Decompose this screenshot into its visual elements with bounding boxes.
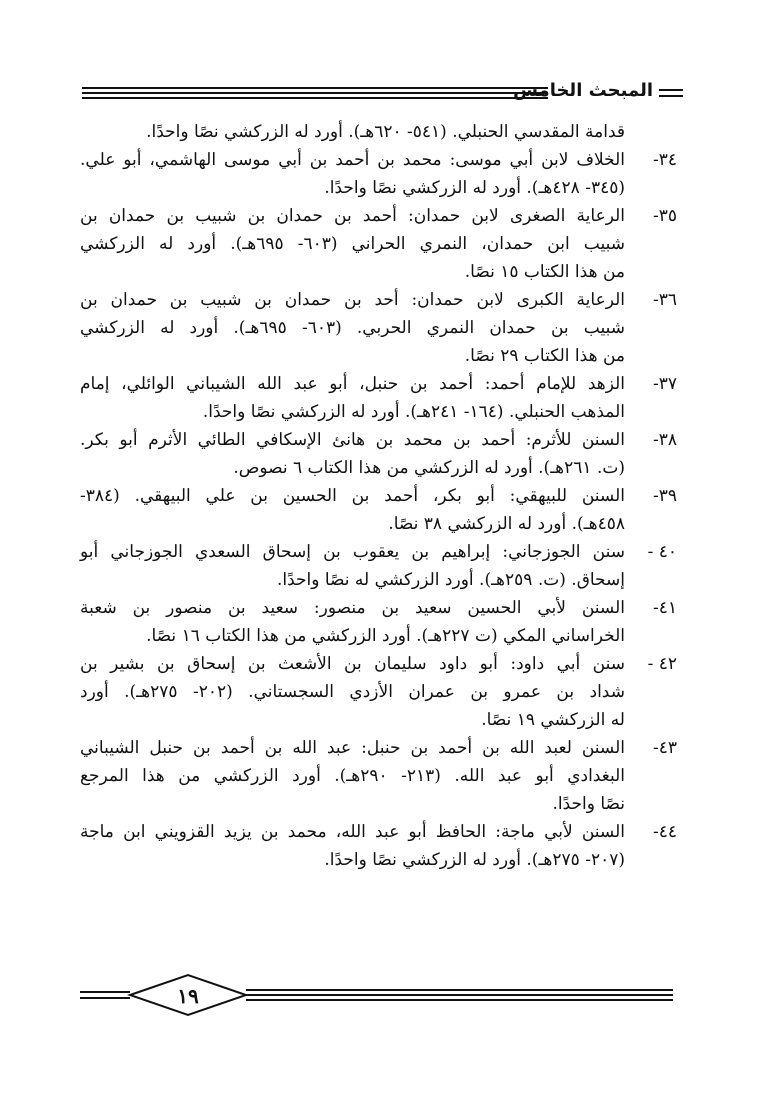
bibliography-entry: [80, 286, 677, 370]
entry-number: ٣٤-: [652, 150, 677, 170]
page-body: [80, 118, 677, 874]
chapter-title: المبحث الخامس: [513, 80, 653, 101]
bibliography-entry: [80, 370, 677, 426]
entry-line: نصًا واحدًا.: [552, 794, 625, 814]
entry-number: ٣٥-: [652, 206, 677, 226]
continued-entry: [80, 118, 677, 146]
entry-line: السنن للبيهقي: أبو بكر، أحمد بن الحسين بن علي البيهقي. (٣٨٤-: [80, 486, 625, 506]
entry-line: المذهب الحنبلي. (١٦٤- ٢٤١هـ). أورد له الزركشي نصًا واحدًا.: [202, 402, 625, 422]
entry-line: شبيب بن حمدان النمري الحربي. (٦٠٣- ٦٩٥هـ). أورد له الزركشي: [80, 318, 625, 338]
entry-number: ٣٧-: [652, 374, 677, 394]
header-rule-short: [659, 87, 683, 99]
entry-number: ٤٤-: [652, 822, 677, 842]
entry-line: سنن أبي داود: أبو داود سليمان بن الأشعث بن إسحاق بن بشير بن: [80, 654, 625, 674]
page-number: ١٩: [177, 984, 199, 1008]
entry-line: قدامة المقدسي الحنبلي. (٥٤١- ٦٢٠هـ). أورد له الزركشي نصًا واحدًا.: [146, 122, 625, 142]
entry-number: ٣٦-: [652, 290, 677, 310]
bibliography-entry: [80, 594, 677, 650]
bibliography-entry: [80, 538, 677, 594]
entry-line: السنن للأثرم: أحمد بن محمد بن هانئ الإسكافي الطائي الأثرم أبو بكر.: [80, 430, 625, 450]
entry-line: الرعاية الكبرى لابن حمدان: أحد بن حمدان بن شبيب بن حمدان بن: [80, 290, 625, 310]
entry-line: شبيب ابن حمدان، النمري الحراني (٦٠٣- ٦٩٥هـ). أورد له الزركشي: [80, 234, 625, 254]
entry-line: السنن لأبي الحسين سعيد بن منصور: سعيد بن منصور بن شعبة: [80, 598, 625, 618]
entry-line: ٤٥٨هـ). أورد له الزركشي ٣٨ نصًا.: [388, 514, 625, 534]
entry-number: ٤١-: [652, 598, 677, 618]
entry-line: من هذا الكتاب ١٥ نصًا.: [464, 262, 625, 282]
entry-line: الزهد للإمام أحمد: أحمد بن حنبل، أبو عبد الله الشيباني الوائلي، إمام: [80, 374, 625, 394]
entry-line: سنن الجوزجاني: إبراهيم بن يعقوب بن إسحاق السعدي الجوزجاني أبو: [80, 542, 625, 562]
bibliography-entry: [80, 734, 677, 818]
header-rule: [82, 87, 548, 99]
entry-number: ٤٠ -: [647, 542, 677, 562]
entry-line: (ت. ٢٦١هـ). أورد له الزركشي من هذا الكتاب ٦ نصوص.: [233, 458, 625, 478]
page-header: [82, 82, 683, 104]
bibliography-entry: [80, 202, 677, 286]
entry-line: الرعاية الصغرى لابن حمدان: أحمد بن حمدان بن شبيب بن حمدان بن: [80, 206, 625, 226]
entry-line: السنن لعبد الله بن أحمد بن حنبل: عبد الله بن أحمد بن حنبل الشيباني: [80, 738, 625, 758]
bibliography-entry: [80, 818, 677, 874]
entry-number: ٣٨-: [652, 430, 677, 450]
entry-line: الخراساني المكي (ت ٢٢٧هـ). أورد الزركشي من هذا الكتاب ١٦ نصًا.: [146, 626, 625, 646]
entry-line: إسحاق. (ت. ٢٥٩هـ). أورد الزركشي له نصًا واحدًا.: [276, 570, 625, 590]
entry-line: البغدادي أبو عبد الله. (٢١٣- ٢٩٠هـ). أورد الزركشي من هذا المرجع: [80, 766, 625, 786]
entry-number: ٣٩-: [652, 486, 677, 506]
entry-number: ٤٣-: [652, 738, 677, 758]
bibliography-entry: [80, 650, 677, 734]
entry-line: له الزركشي ١٩ نصًا.: [481, 710, 625, 730]
entry-line: السنن لأبي ماجة: الحافظ أبو عبد الله، محمد بن يزيد القزويني ابن ماجة: [80, 822, 625, 842]
entry-line: الخلاف لابن أبي موسى: محمد بن أحمد بن أبي موسى الهاشمي، أبو علي.: [80, 150, 625, 170]
bibliography-entry: [80, 146, 677, 202]
entry-number: ٤٢ -: [647, 654, 677, 674]
entry-line: (٢٠٧- ٢٧٥هـ). أورد له الزركشي نصًا واحدًا.: [324, 850, 625, 870]
bibliography-entry: [80, 426, 677, 482]
entry-line: من هذا الكتاب ٢٩ نصًا.: [464, 346, 625, 366]
bibliography-entry: [80, 482, 677, 538]
page-footer: [80, 970, 673, 1030]
entry-line: شداد بن عمرو بن عمران الأزدي السجستاني. (٢٠٢- ٢٧٥هـ). أورد: [80, 682, 625, 702]
entry-line: (٣٤٥- ٤٢٨هـ). أورد له الزركشي نصًا واحدًا.: [324, 178, 625, 198]
